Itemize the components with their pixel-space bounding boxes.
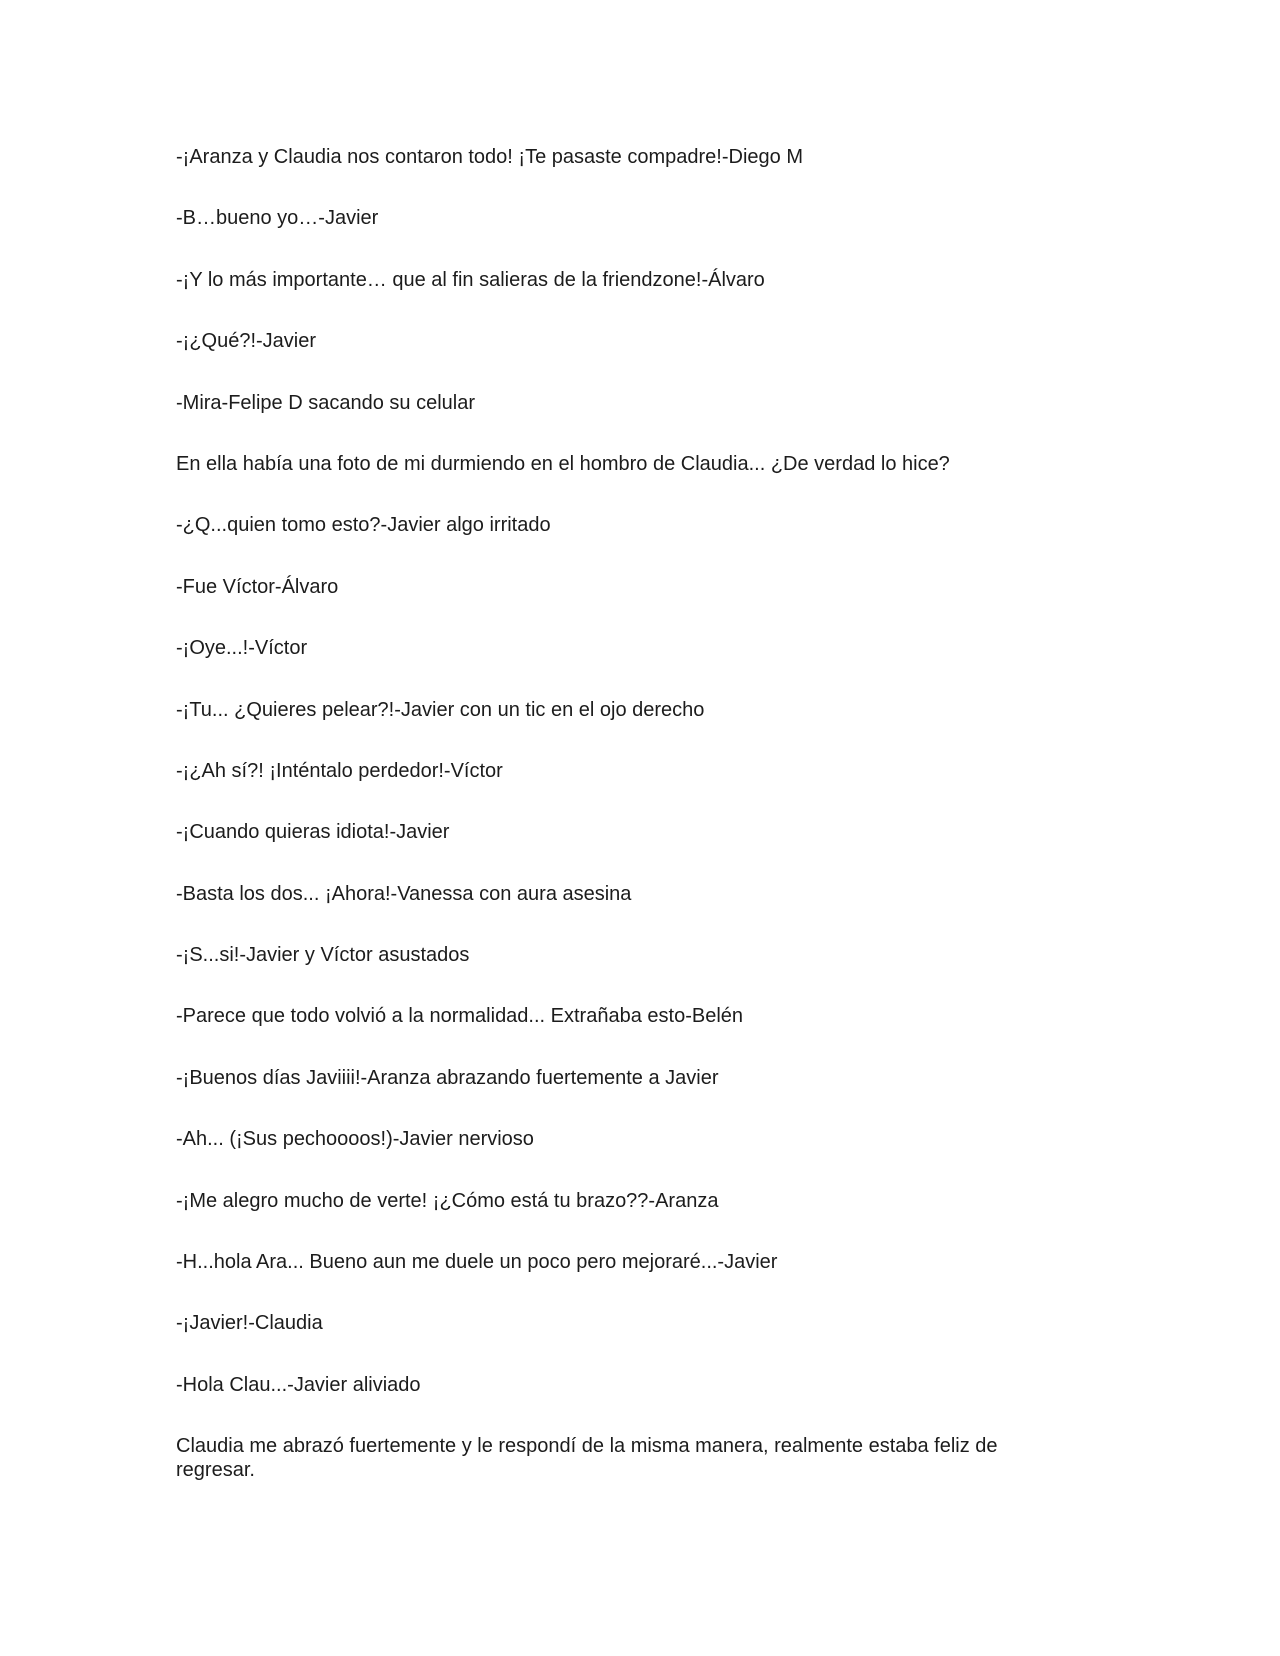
paragraph-16: -¡Buenos días Javiiii!-Aranza abrazando fuertemente a Javier [176, 1066, 719, 1089]
paragraph-10: -¡Tu... ¿Quieres pelear?!-Javier con un tic en el ojo derecho [176, 698, 705, 721]
paragraph-3: -¡Y lo más importante… que al fin salieras de la friendzone!-Álvaro [176, 268, 765, 291]
paragraph-7: -¿Q...quien tomo esto?-Javier algo irritado [176, 514, 551, 537]
paragraph-9: -¡Oye...!-Víctor [176, 637, 308, 660]
paragraph-13: -Basta los dos... ¡Ahora!-Vanessa con aura asesina [176, 882, 632, 905]
paragraph-1: -¡Aranza y Claudia nos contaron todo! ¡Te pasaste compadre!-Diego M [176, 146, 803, 168]
paragraph-14: -¡S...si!-Javier y Víctor asustados [176, 944, 470, 967]
paragraph-8: -Fue Víctor-Álvaro [176, 575, 339, 598]
paragraph-15: -Parece que todo volvió a la normalidad... Extrañaba esto-Belén [176, 1005, 744, 1028]
document-body [176, 145, 1046, 1520]
paragraph-2: -B…bueno yo…-Javier [176, 207, 379, 230]
paragraph-17: -Ah... (¡Sus pechoooos!)-Javier nervioso [176, 1128, 534, 1151]
paragraph-22: Claudia me abrazó fuertemente y le respondí de la misma manera, realmente estaba feliz de regresar. [176, 1435, 998, 1482]
paragraph-20: -¡Javier!-Claudia [176, 1312, 323, 1335]
paragraph-12: -¡Cuando quieras idiota!-Javier [176, 821, 450, 844]
paragraph-11: -¡¿Ah sí?! ¡Inténtalo perdedor!-Víctor [176, 759, 503, 782]
paragraph-4: -¡¿Qué?!-Javier [176, 330, 317, 353]
paragraph-5: -Mira-Felipe D sacando su celular [176, 391, 476, 414]
paragraph-19: -H...hola Ara... Bueno aun me duele un poco pero mejoraré...-Javier [176, 1251, 778, 1274]
paragraph-18: -¡Me alegro mucho de verte! ¡¿Cómo está tu brazo??-Aranza [176, 1189, 719, 1212]
paragraph-21: -Hola Clau...-Javier aliviado [176, 1373, 421, 1396]
paragraph-6: En ella había una foto de mi durmiendo en el hombro de Claudia... ¿De verdad lo hice? [176, 452, 950, 475]
